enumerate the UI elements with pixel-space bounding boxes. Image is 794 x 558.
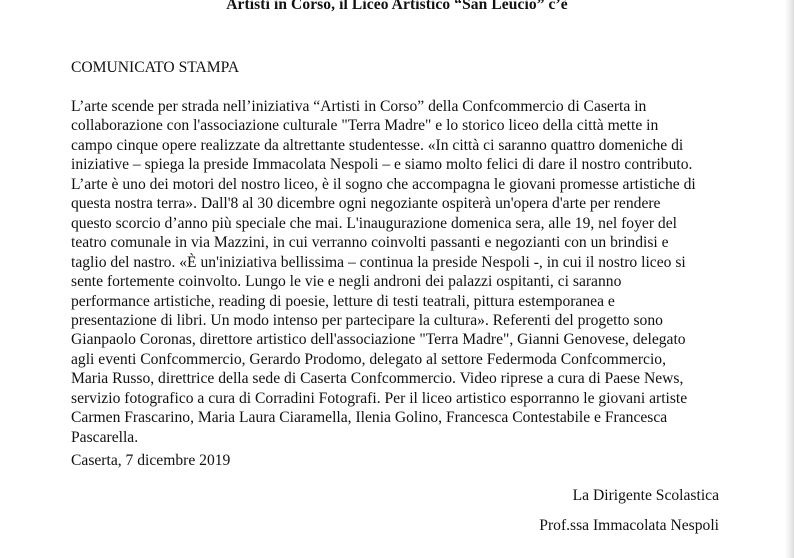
press-release-body [71, 97, 731, 447]
press-release-heading: COMUNICATO STAMPA [71, 59, 240, 76]
body-line: Gianpaolo Coronas, direttore artistico dell'associazione "Terra Madre", Gianni Genovese, delegato [71, 331, 686, 349]
body-line: presentazione di libri. Un modo intenso per partecipare la cultura». Referenti del progetto sono [71, 311, 663, 329]
body-line: L’arte è uno dei motori del nostro liceo, è il sogno che accompagna le giovani promesse artistiche di [71, 175, 696, 193]
date-line: Caserta, 7 dicembre 2019 [71, 452, 231, 469]
document-title: Artisti in Corso, il Liceo Artistico “San Leucio” c’è [226, 0, 568, 13]
signature-block [539, 486, 719, 536]
body-line: Carmen Frascarino, Maria Laura Ciaramella, Ilenia Golino, Francesca Contestabile e Francesca [71, 409, 668, 427]
body-line: performance artistiche, reading di poesie, letture di testi teatrali, pittura estemporanea e [71, 292, 615, 310]
body-line: iniziative – spiega la preside Immacolata Nespoli – e siamo molto felici di dare il nostro contributo. [71, 156, 693, 174]
body-line: taglio del nastro. «È un'iniziativa bellissima – continua la preside Nespoli -, in cui il nostro liceo si [71, 253, 686, 271]
body-line: questo scorcio d’anno più speciale che mai. L'inaugurazione domenica sera, alle 19, nel foyer del [71, 214, 677, 232]
body-line: questa nostra terra». Dall'8 al 30 dicembre ogni negoziante ospiterà un'opera d'arte per rendere [71, 195, 661, 213]
body-line: agli eventi Confcommercio, Gerardo Prodomo, delegato al settore Federmoda Confcommercio, [71, 350, 666, 368]
body-line: Maria Russo, direttrice della sede di Caserta Confcommercio. Video riprese a cura di Paese News, [71, 370, 684, 388]
body-line: campo cinque opere realizzate da altrettante studentesse. «In città ci saranno quattro domeniche di [71, 136, 684, 154]
body-line: servizio fotografico a cura di Corradini Fotografi. Per il liceo artistico esporranno le giovani artiste [71, 389, 688, 407]
page-edge-shadow [785, 0, 794, 558]
signature-name: Prof.ssa Immacolata Nespoli [539, 517, 719, 534]
body-line: Pascarella. [71, 428, 139, 446]
body-line: teatro comunale in via Mazzini, in cui verranno coinvolti passanti e negozianti con un brindisi e [71, 234, 669, 252]
signature-role: La Dirigente Scolastica [572, 487, 719, 504]
body-line: L’arte scende per strada nell’iniziativa “Artisti in Corso” della Confcommercio di Caserta in [71, 98, 647, 115]
body-line: collaborazione con l'associazione culturale "Terra Madre" e lo storico liceo della città mette in [71, 117, 659, 135]
body-line: sente fortemente coinvolto. Lungo le vie e negli androni dei palazzi ospitanti, ci saranno [71, 273, 622, 291]
